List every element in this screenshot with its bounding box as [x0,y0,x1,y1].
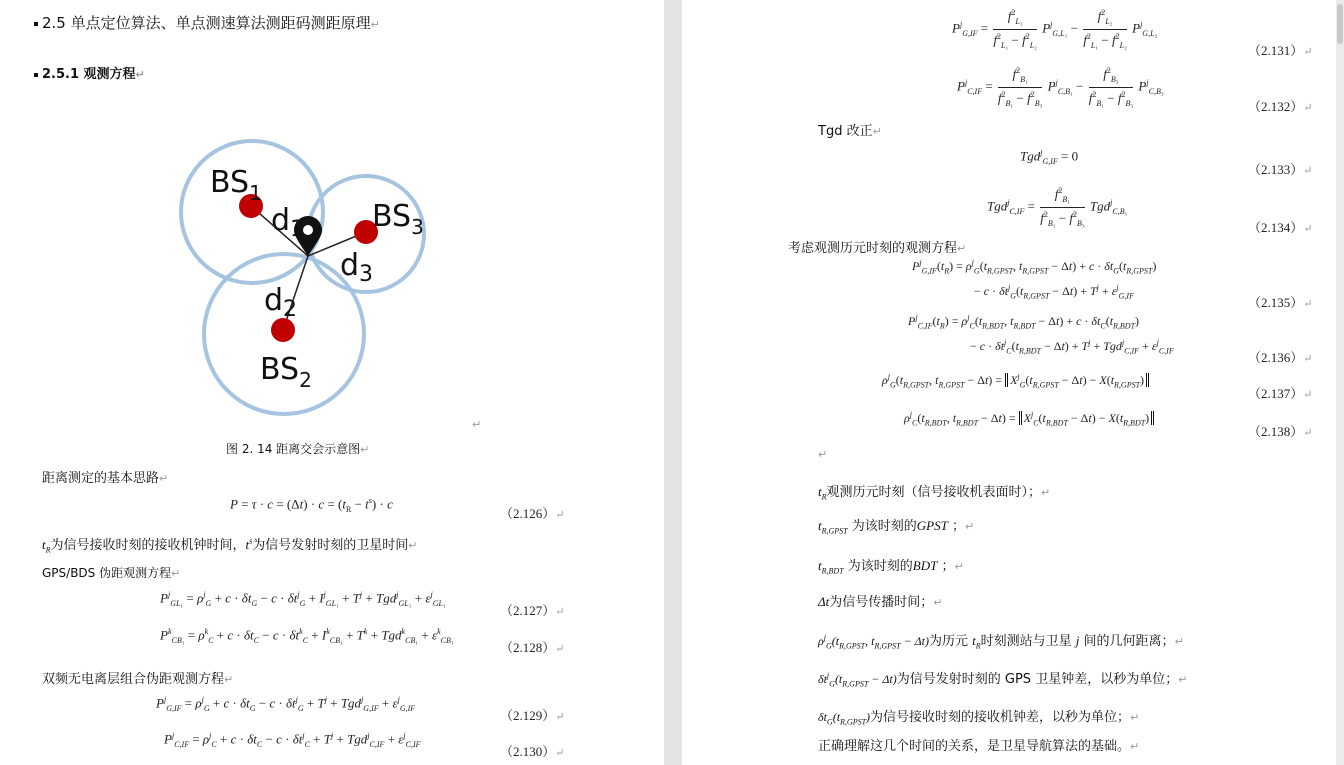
label-d3: $d_3$ [340,248,374,287]
equation-number-2-131: （2.131）↵ [1248,43,1313,58]
symbol-tR: $t_R$ [818,484,827,502]
conclusion-text: 正确理解这几个时间的关系，是卫星导航算法的基础。 [818,739,1131,754]
symbol-ts: $t^s$ [245,536,253,552]
equation-2-134: Tgd$^j_{C,IF}$ = $\frac{f^2_{B_1}}{f^2_{B_1} - f^2_{B_3}}$ Tgd$^j_{C,B_1}$ [987,186,1128,228]
definition-receiver-clock-text: 为信号接收时刻的接收机钟差，以秒为单位； [870,710,1131,725]
paragraph-mark: ↵ [224,673,234,686]
equation-number-2-138: （2.138）↵ [1248,424,1313,439]
definition-tR: $t_R$观测历元时刻（信号接收机表面时）；↵ [818,484,1051,502]
vertical-scrollbar[interactable] [1336,0,1344,765]
label-d2: $d_2$ [264,283,298,322]
definition-satellite-clock: $\delta t^j_G(t_{R,GPST} - \Delta t)$为信号发射时刻的 GPS 卫星钟差，以秒为单位；↵ [818,671,1188,689]
gps-bds-heading-text: GPS/BDS 伪距观测方程 [42,566,172,580]
equation-2-132: $P^j_{C,IF}$ = $\frac{f^2_{B_1}}{f^2_{B_1} - f^2_{B_3}}$ $P^j_{C,B_1}$ − $\frac{f^2_{B_3}}{f^2_{B_1} - f^2_{B_3}}$ $P^j_{C,B_3}$ [957,66,1164,108]
definition-tR-text: 观测历元时刻（信号接收机表面时）； [826,485,1042,500]
paragraph-mark: ↵ [872,125,882,138]
definition-satellite-clock-text: 为信号发射时刻的 GPS 卫星钟差，以秒为单位； [896,672,1179,687]
symbol-delta-ts: $\delta t^j_G(t_{R,GPST} - \Delta t)$ [818,671,897,689]
equation-number-2-127: （2.127）↵ [500,603,565,618]
dual-frequency-heading [42,668,233,687]
definition-tR-bdt-text: 为该时刻的 [847,559,913,574]
distance-intersection-diagram [170,130,440,425]
figure-caption [226,440,369,457]
definition-receiver-clock: $\delta t_G(t_{R,GPST})$为信号接收时刻的接收机钟差，以秒为单位；↵ [818,710,1140,727]
equation-number-2-128: （2.128）↵ [500,640,565,655]
history-epoch-heading [788,237,966,256]
semicolon: ； [941,559,955,574]
symbol-tR: $t_R$ [972,633,981,651]
symbol-delta-t: Δt [818,594,830,609]
equation-number-2-134: （2.134）↵ [1248,220,1313,235]
equation-2-135-line2: − $c \cdot \delta t^j_G(t_{R,GPST} - \Delta t) + T^j + \varepsilon^j_{G,IF}$ [974,283,1134,301]
bullet-mark [34,73,38,77]
definition-delta-t-text: 为信号传播时间； [829,595,934,610]
equation-2-130: $P^j_{C,IF} = \rho^j_C + c \cdot \delta t_C - c \cdot \delta t^j_C + T^j + Tgd^j_{C,IF} + \varepsilon^j_{C,IF}$ [164,731,421,749]
definition-delta-t: Δt为信号传播时间；↵ [818,594,943,610]
equation-2-131: $P^j_{G,IF}$ = $\frac{f^2_{L_1}}{f^2_{L_1} - f^2_{L_2}}$ $P^j_{G,L_1}$ − $\frac{f^2_{L_2}}{f^2_{L_1} - f^2_{L_2}}$ $P^j_{G,L_2}$ [952,8,1158,50]
document-page-left [0,0,664,765]
equation-2-135-line1: $P^j_{G,IF}(t_R) = \rho^j_G(t_{R,GPST}$, $t_{R,GPST} - \Delta t) + c \cdot \delta t_G(t_{R,GPST})$ [912,258,1157,276]
equation-2-136-line2: − $c \cdot \delta t^j_C(t_{R,BDT} - \Delta t) + T^j + Tgd^j_{C,IF} + \varepsilon^j_{C,IF}$ [970,338,1174,356]
symbol-tR: $t_R$ [42,537,51,555]
symbol-tR-bdt: $t_{R,BDT}$ [818,558,844,576]
scrollbar-thumb[interactable] [1337,4,1343,44]
label-bs2: $BS_2$ [260,352,312,392]
equation-2-138: $\rho^j_C(t_{R,BDT}$, $t_{R,BDT} - \Delta t) = X^j_C(t_{R,BDT} - \Delta t) - X(t_{R,BDT})$ [904,410,1154,427]
equation-number-2-133: （2.133）↵ [1248,162,1313,177]
definition-rho-part1: 为历元 [928,634,968,649]
gps-bds-heading [42,564,180,581]
symbol-tR-gpst: $t_{R,GPST}$ [818,518,848,536]
equation-number-2-132: （2.132）↵ [1248,99,1313,114]
symbol-delta-tr: $\delta t_G(t_{R,GPST})$ [818,710,871,727]
time-definition-paragraph [42,534,418,555]
paragraph-mark: ↵ [957,242,967,255]
basic-idea-paragraph [42,467,168,486]
tgd-heading [818,120,882,139]
equation-number-2-129: （2.129）↵ [500,708,565,723]
paragraph-mark: ↵ [408,539,418,552]
pin-center-dot [303,225,313,235]
symbol-j: j [1075,633,1080,648]
definition-rho: $\rho^j_G(t_{R,GPST}$, $t_{R,GPST} - \Delta t$)为历元 $t_R$时刻测站与卫星 j 间的几何距离；↵ [818,633,1184,651]
equation-2-133: Tgd$^j_{G,IF}$ = 0 [1020,148,1079,166]
figure-caption-text: 图 2. 14 距离交会示意图 [226,442,361,456]
equation-2-137: $\rho^j_G(t_{R,GPST}$, $t_{R,GPST} - \Delta t) = X^j_G(t_{R,GPST} - \Delta t) - X(t_{R,GPST})$ [882,372,1149,389]
section-heading [34,12,380,33]
bdt-term: BDT [912,558,938,573]
equation-2-127: $P^j_{GL_1} = \rho^j_G + c \cdot \delta t_G - c \cdot \delta t^j_G + I^j_{GL_1} + T^j + Tgd^j_{GL_1} + \varepsilon^j_{GL_1}$ [160,590,446,608]
definition-rho-part3: 间的几何距离； [1083,634,1175,649]
history-epoch-heading-text: 考虑观测历元时刻的观测方程 [788,241,958,256]
definition-tR-bdt: $t_{R,BDT}$ 为该时刻的BDT ；↵ [818,558,964,576]
paragraph-mark: ↵ [370,18,380,31]
paragraph-mark: ↵ [818,448,828,461]
equation-2-136-line1: $P^j_{C,IF}(t_R) = \rho^j_C(t_{R,BDT}$, $t_{R,BDT} - \Delta t) + c \cdot \delta t_C(t_{R,BDT})$ [908,313,1140,331]
label-bs3: $BS_3$ [372,199,424,239]
symbol-rho: $\rho^j_G(t_{R,GPST}$, $t_{R,GPST} - \Delta t$) [818,633,929,651]
paragraph-mark: ↵ [360,443,370,456]
subsection-heading [34,63,145,82]
equation-2-128: $P^k_{CB_1} = \rho^k_C + c \cdot \delta t_C - c \cdot \delta t^k_C + I^k_{CB_1} + T^k + Tgd^k_{CB_1} + \varepsilon^k_{CB_1}$ [160,627,454,645]
label-bs1: $BS_1$ [210,165,262,205]
subsection-heading-text: 2.5.1 观测方程 [42,67,136,82]
label-d1: $d_1$ [271,203,305,242]
equation-2-129: $P^j_{G,IF} = \rho^j_G + c \cdot \delta t_G - c \cdot \delta t^j_G + T^j + Tgd^j_{G,IF} + \varepsilon^j_{G,IF}$ [156,695,416,713]
equation-number-2-137: （2.137）↵ [1248,386,1313,401]
equation-number-2-130: （2.130）↵ [500,744,565,759]
conclusion-paragraph: 正确理解这几个时间的关系，是卫星导航算法的基础。↵ [818,739,1140,754]
gpst-term: GPST [916,518,948,533]
definition-tR-gpst-text: 为该时刻的 [851,519,917,534]
time-desc-part1: 为信号接收时刻的接收机钟时间， [50,538,246,553]
dual-frequency-heading-text: 双频无电离层组合伪距观测方程 [42,672,225,687]
equation-number-2-136: （2.136）↵ [1248,350,1313,365]
paragraph-mark: ↵ [171,567,181,580]
definition-tR-gpst: $t_{R,GPST}$ 为该时刻的GPST ；↵ [818,518,975,536]
paragraph-mark: ↵ [159,472,169,485]
basic-idea-text: 距离测定的基本思路 [42,471,160,486]
equation-2-126: $P = \tau \cdot c = (\Delta t) \cdot c = (t_R - t^s) \cdot c$ [230,496,393,514]
semicolon: ； [951,519,965,534]
definition-rho-part2: 时刻测站与卫星 [980,634,1072,649]
equation-number-2-126: （2.126）↵ [500,506,565,521]
paragraph-mark: ↵ [135,68,145,81]
paragraph-mark: ↵ [472,418,482,431]
section-heading-text: 2.5 单点定位算法、单点测速算法测距码测距原理 [42,14,371,32]
bullet-mark [34,22,38,26]
tgd-heading-text: Tgd 改正 [818,124,873,139]
equation-number-2-135: （2.135）↵ [1248,295,1313,310]
document-page-right [682,0,1344,765]
time-desc-part2: 为信号发射时刻的卫星时间 [252,538,409,553]
